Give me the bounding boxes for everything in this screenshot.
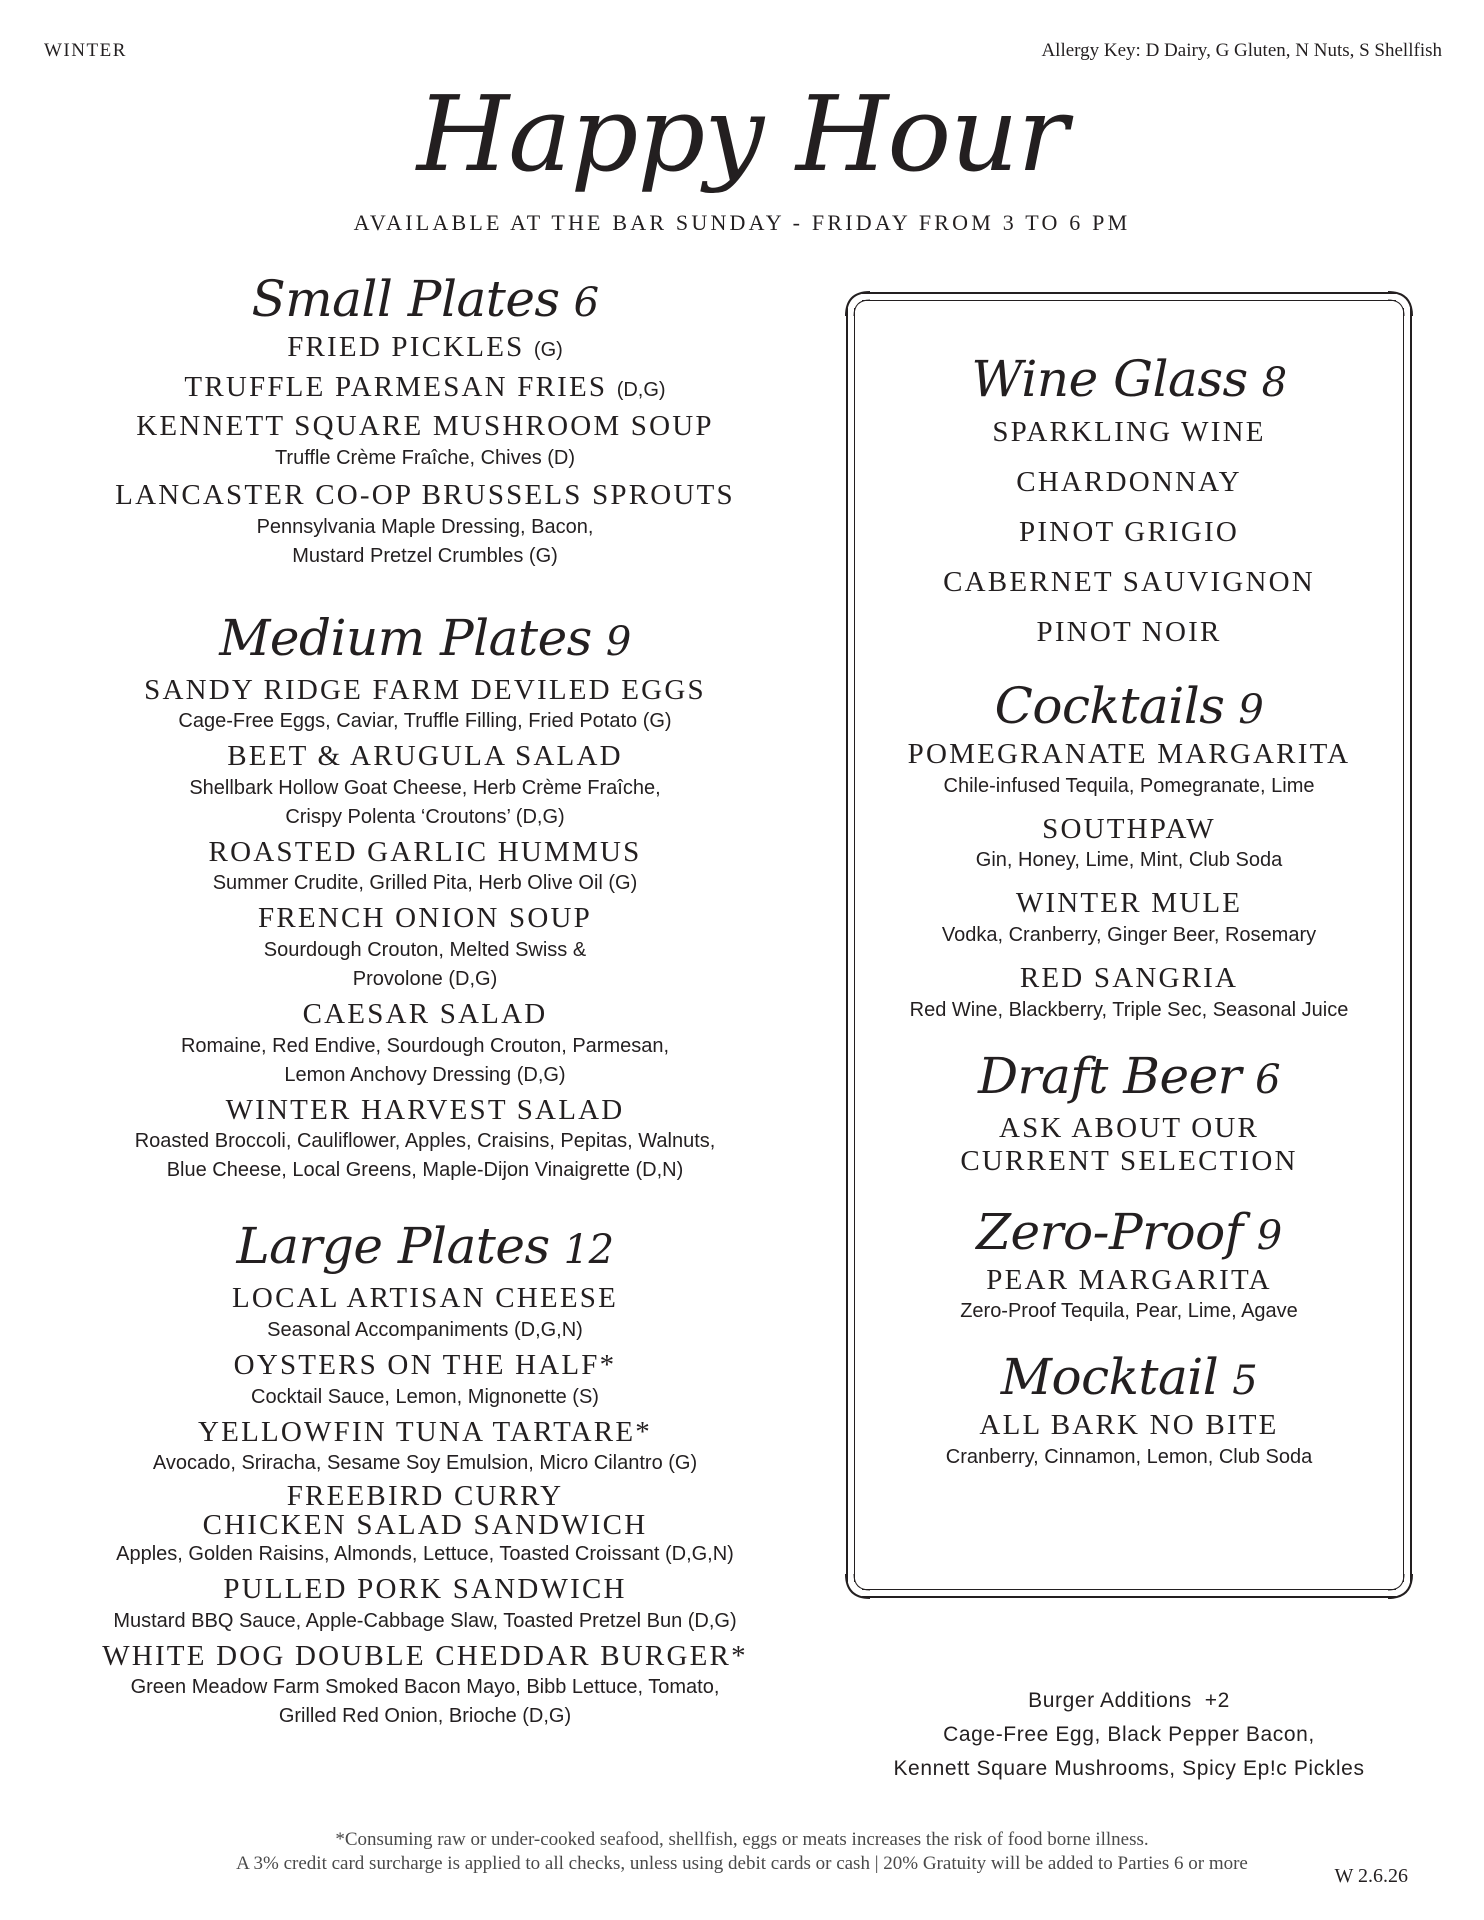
section-title: Medium Plates — [219, 608, 592, 667]
menu-item — [60, 1416, 790, 1479]
section-price: 9 — [605, 618, 631, 665]
item-name: ROASTED GARLIC HUMMUS — [208, 835, 642, 868]
item-description: Red Wine, Blackberry, Triple Sec, Seasonal Juice — [909, 998, 1349, 1021]
allergy-tag: (G) — [533, 339, 563, 361]
section-title: Wine Glass — [971, 350, 1248, 408]
item-name: FREEBIRD CURRY — [286, 1480, 564, 1513]
item-name: BEET & ARUGULA SALAD — [227, 740, 623, 773]
item-name: PEAR MARGARITA — [986, 1263, 1272, 1296]
item-description: Sourdough Crouton, Melted Swiss & — [263, 939, 587, 961]
menu-item — [60, 998, 790, 1090]
item-description: Blue Cheese, Local Greens, Maple-Dijon Vinaigrette (D,N) — [166, 1159, 684, 1182]
item-name: FRIED PICKLES — [287, 331, 525, 363]
item-name: YELLOWFIN TUNA TARTARE* — [198, 1415, 652, 1448]
menu-item — [60, 836, 790, 899]
item-name: TRUFFLE PARMESAN FRIES — [184, 370, 608, 403]
burger-additions-line: Kennett Square Mushrooms, Spicy Ep!c Pickles — [893, 1757, 1365, 1780]
item-name: KENNETT SQUARE MUSHROOM SOUP — [136, 410, 714, 443]
menu-item — [60, 331, 790, 365]
wine-item: PINOT NOIR — [1036, 616, 1222, 648]
section-price: 12 — [563, 1227, 614, 1274]
item-name: POMEGRANATE MARGARITA — [907, 738, 1351, 770]
menu-item — [60, 674, 790, 737]
item-name: WINTER HARVEST SALAD — [225, 1093, 625, 1126]
item-name: WHITE DOG DOUBLE CHEDDAR BURGER* — [102, 1639, 748, 1672]
menu-item — [60, 1573, 790, 1636]
item-description: Romaine, Red Endive, Sourdough Crouton, Parmesan, — [180, 1034, 670, 1057]
menu-title: Happy Hour — [416, 73, 1068, 195]
section-heading-large-plates — [60, 1219, 790, 1274]
surcharge-note: A 3% credit card surcharge is applied to all checks, unless using debit cards or cash | 20% Gratuity will be added to Parties 6 or more — [236, 1853, 1248, 1874]
burger-additions-line: Cage-Free Egg, Black Pepper Bacon, — [943, 1723, 1315, 1746]
season-label: WINTER — [44, 40, 127, 61]
section-price: 6 — [1255, 1056, 1281, 1103]
section-heading-zero-proof — [846, 1202, 1412, 1261]
burger-additions-title: Burger Additions +2 — [1028, 1689, 1230, 1712]
menu-item — [60, 1349, 790, 1412]
food-column — [60, 272, 790, 1731]
drinks-column — [846, 352, 1412, 1472]
item-description: Mustard Pretzel Crumbles (G) — [292, 544, 558, 567]
wine-item: CHARDONNAY — [1016, 466, 1242, 498]
section-heading-medium-plates — [60, 608, 790, 667]
section-title: Cocktails — [994, 677, 1225, 735]
item-description: Shellbark Hollow Goat Cheese, Herb Crème Fraîche, — [189, 776, 661, 799]
item-description: Cocktail Sauce, Lemon, Mignonette (S) — [251, 1385, 599, 1408]
section-heading-wine — [846, 352, 1412, 407]
cocktail-item — [846, 887, 1412, 950]
item-description: Pennsylvania Maple Dressing, Bacon, — [256, 515, 594, 538]
item-description: Mustard BBQ Sauce, Apple-Cabbage Slaw, Toasted Pretzel Bun (D,G) — [113, 1609, 737, 1632]
section-title: Large Plates — [236, 1217, 550, 1276]
item-description: Green Meadow Farm Smoked Bacon Mayo, Bibb Lettuce, Tomato, — [130, 1676, 720, 1699]
footnote — [0, 1828, 1484, 1876]
item-name: RED SANGRIA — [1019, 961, 1239, 994]
item-description: Zero-Proof Tequila, Pear, Lime, Agave — [960, 1300, 1298, 1323]
cocktail-item — [846, 962, 1412, 1025]
allergy-tag: (D,G) — [616, 378, 666, 401]
item-description: Roasted Broccoli, Cauliflower, Apples, Craisins, Pepitas, Walnuts, — [134, 1130, 716, 1153]
menu-item — [60, 1640, 790, 1732]
section-price: 9 — [1238, 687, 1264, 733]
menu-item — [60, 410, 790, 473]
item-name: OYSTERS ON THE HALF* — [233, 1348, 617, 1381]
draft-beer-line: CURRENT SELECTION — [960, 1145, 1298, 1178]
raw-food-warning: *Consuming raw or under-cooked seafood, shellfish, eggs or meats increases the risk of food borne illness. — [335, 1829, 1149, 1850]
item-description: Apples, Golden Raisins, Almonds, Lettuce, Toasted Croissant (D,G,N) — [116, 1543, 734, 1566]
wine-item: SPARKLING WINE — [992, 416, 1266, 448]
section-title: Zero-Proof — [976, 1202, 1243, 1261]
menu-item — [60, 1282, 790, 1345]
version-code: W 2.6.26 — [1334, 1865, 1408, 1887]
item-name: ALL BARK NO BITE — [979, 1409, 1279, 1442]
item-name: FRENCH ONION SOUP — [258, 902, 592, 935]
item-description: Gin, Honey, Lime, Mint, Club Soda — [975, 849, 1283, 872]
item-description: Crispy Polenta ‘Croutons’ (D,G) — [285, 805, 565, 828]
item-description: Summer Crudite, Grilled Pita, Herb Olive Oil (G) — [212, 872, 638, 895]
item-description: Provolone (D,G) — [352, 968, 498, 990]
wine-item: PINOT GRIGIO — [1019, 516, 1239, 548]
item-name: CAESAR SALAD — [302, 998, 548, 1030]
item-name: SANDY RIDGE FARM DEVILED EGGS — [144, 673, 706, 706]
menu-item — [60, 1094, 790, 1186]
section-title: Small Plates — [251, 270, 560, 328]
item-description: Lemon Anchovy Dressing (D,G) — [284, 1063, 566, 1086]
section-heading-draft-beer — [846, 1046, 1412, 1105]
section-price: 6 — [573, 280, 599, 326]
menu-item — [60, 479, 790, 571]
item-description: Avocado, Sriracha, Sesame Soy Emulsion, Micro Cilantro (G) — [152, 1452, 698, 1475]
section-price: 9 — [1256, 1212, 1282, 1259]
item-name: WINTER MULE — [1015, 887, 1243, 920]
section-title: Mocktail — [1000, 1348, 1219, 1407]
item-name: CHICKEN SALAD SANDWICH — [202, 1509, 648, 1542]
allergy-key: Allergy Key: D Dairy, G Gluten, N Nuts, S Shellfish — [1041, 40, 1442, 61]
section-price: 8 — [1261, 360, 1287, 406]
menu-item — [60, 1482, 790, 1569]
item-description: Seasonal Accompaniments (D,G,N) — [267, 1318, 583, 1341]
item-description: Cage-Free Eggs, Caviar, Truffle Filling, Fried Potato (G) — [178, 710, 672, 733]
section-heading-mocktail — [846, 1350, 1412, 1405]
item-description: Grilled Red Onion, Brioche (D,G) — [278, 1705, 572, 1728]
cocktail-item — [846, 738, 1412, 801]
section-heading-small-plates — [60, 272, 790, 327]
item-name: SOUTHPAW — [1042, 812, 1216, 845]
item-name: LOCAL ARTISAN CHEESE — [232, 1282, 618, 1315]
item-description: Truffle Crème Fraîche, Chives (D) — [274, 446, 576, 469]
menu-item — [60, 902, 790, 994]
wine-item: CABERNET SAUVIGNON — [943, 566, 1315, 598]
section-title: Draft Beer — [977, 1046, 1242, 1105]
item-name: PULLED PORK SANDWICH — [223, 1573, 627, 1606]
item-description: Cranberry, Cinnamon, Lemon, Club Soda — [945, 1446, 1313, 1468]
item-name: LANCASTER CO-OP BRUSSELS SPROUTS — [115, 478, 735, 511]
menu-item — [60, 740, 790, 832]
item-description: Chile-infused Tequila, Pomegranate, Lime — [943, 774, 1315, 797]
burger-additions — [846, 1684, 1412, 1786]
section-price: 5 — [1232, 1358, 1258, 1405]
availability-subtitle: AVAILABLE AT THE BAR SUNDAY - FRIDAY FROM 3 TO 6 PM — [353, 210, 1131, 235]
cocktail-item — [846, 813, 1412, 876]
draft-beer-line: ASK ABOUT OUR — [998, 1111, 1260, 1144]
section-heading-cocktails — [846, 679, 1412, 734]
item-description: Vodka, Cranberry, Ginger Beer, Rosemary — [941, 923, 1317, 946]
menu-item — [60, 371, 790, 405]
